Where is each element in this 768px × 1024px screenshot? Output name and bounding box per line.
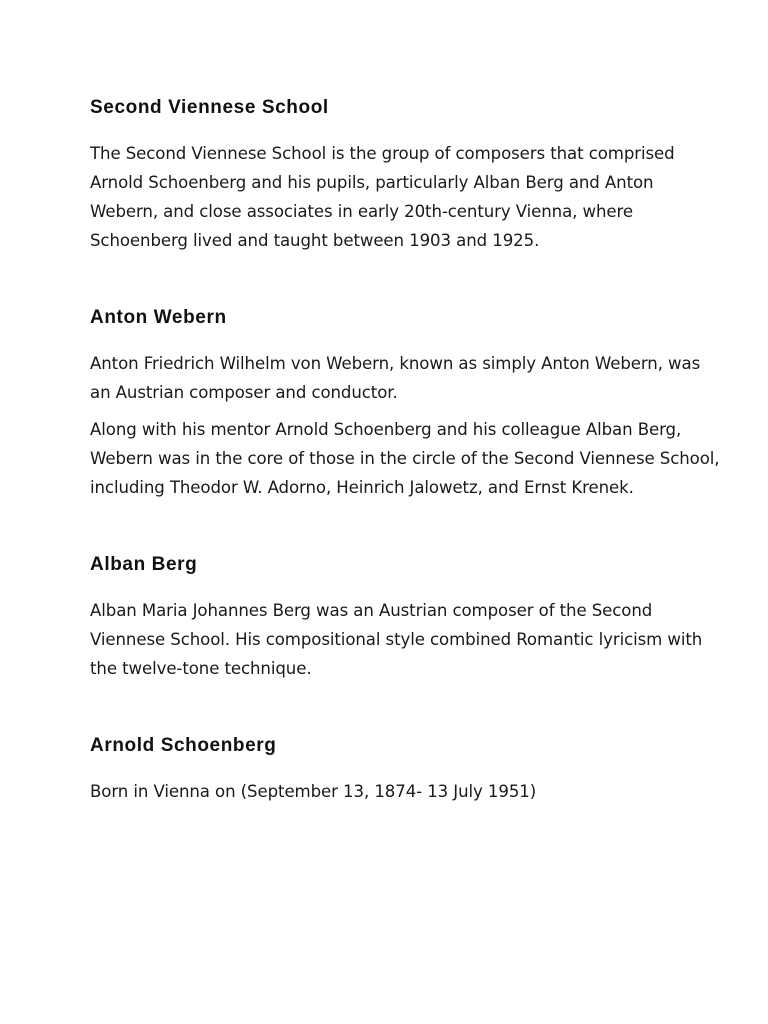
document-page bbox=[90, 95, 720, 814]
section-second-viennese-school bbox=[90, 95, 720, 255]
section-paragraph: Alban Maria Johannes Berg was an Austrian composer of the Second Viennese School. His compositional style combined Romantic lyricism with the twelve-tone technique. bbox=[90, 601, 703, 678]
section-heading: Alban Berg bbox=[90, 554, 198, 575]
section-paragraph: Born in Vienna on (September 13, 1874- 13 July 1951) bbox=[90, 782, 537, 801]
section-heading: Arnold Schoenberg bbox=[90, 735, 277, 756]
section-paragraph: The Second Viennese School is the group of composers that comprised Arnold Schoenberg and his pupils, particularly Alban Berg and Anton Webern, and close associates in early 20th-century Vienna, where Schoenberg lived and taught between 1903 and 1925. bbox=[90, 144, 675, 250]
section-arnold-schoenberg bbox=[90, 733, 720, 806]
section-alban-berg bbox=[90, 552, 720, 683]
section-anton-webern bbox=[90, 305, 720, 502]
section-paragraph: Anton Friedrich Wilhelm von Webern, known as simply Anton Webern, was an Austrian composer and conductor. bbox=[90, 354, 701, 402]
section-heading: Second Viennese School bbox=[90, 97, 329, 118]
section-paragraph: Along with his mentor Arnold Schoenberg and his colleague Alban Berg, Webern was in the core of those in the circle of the Second Viennese School, including Theodor W. Adorno, Heinrich Jalowetz, and Ernst Krenek. bbox=[90, 420, 720, 497]
section-heading: Anton Webern bbox=[90, 307, 227, 328]
